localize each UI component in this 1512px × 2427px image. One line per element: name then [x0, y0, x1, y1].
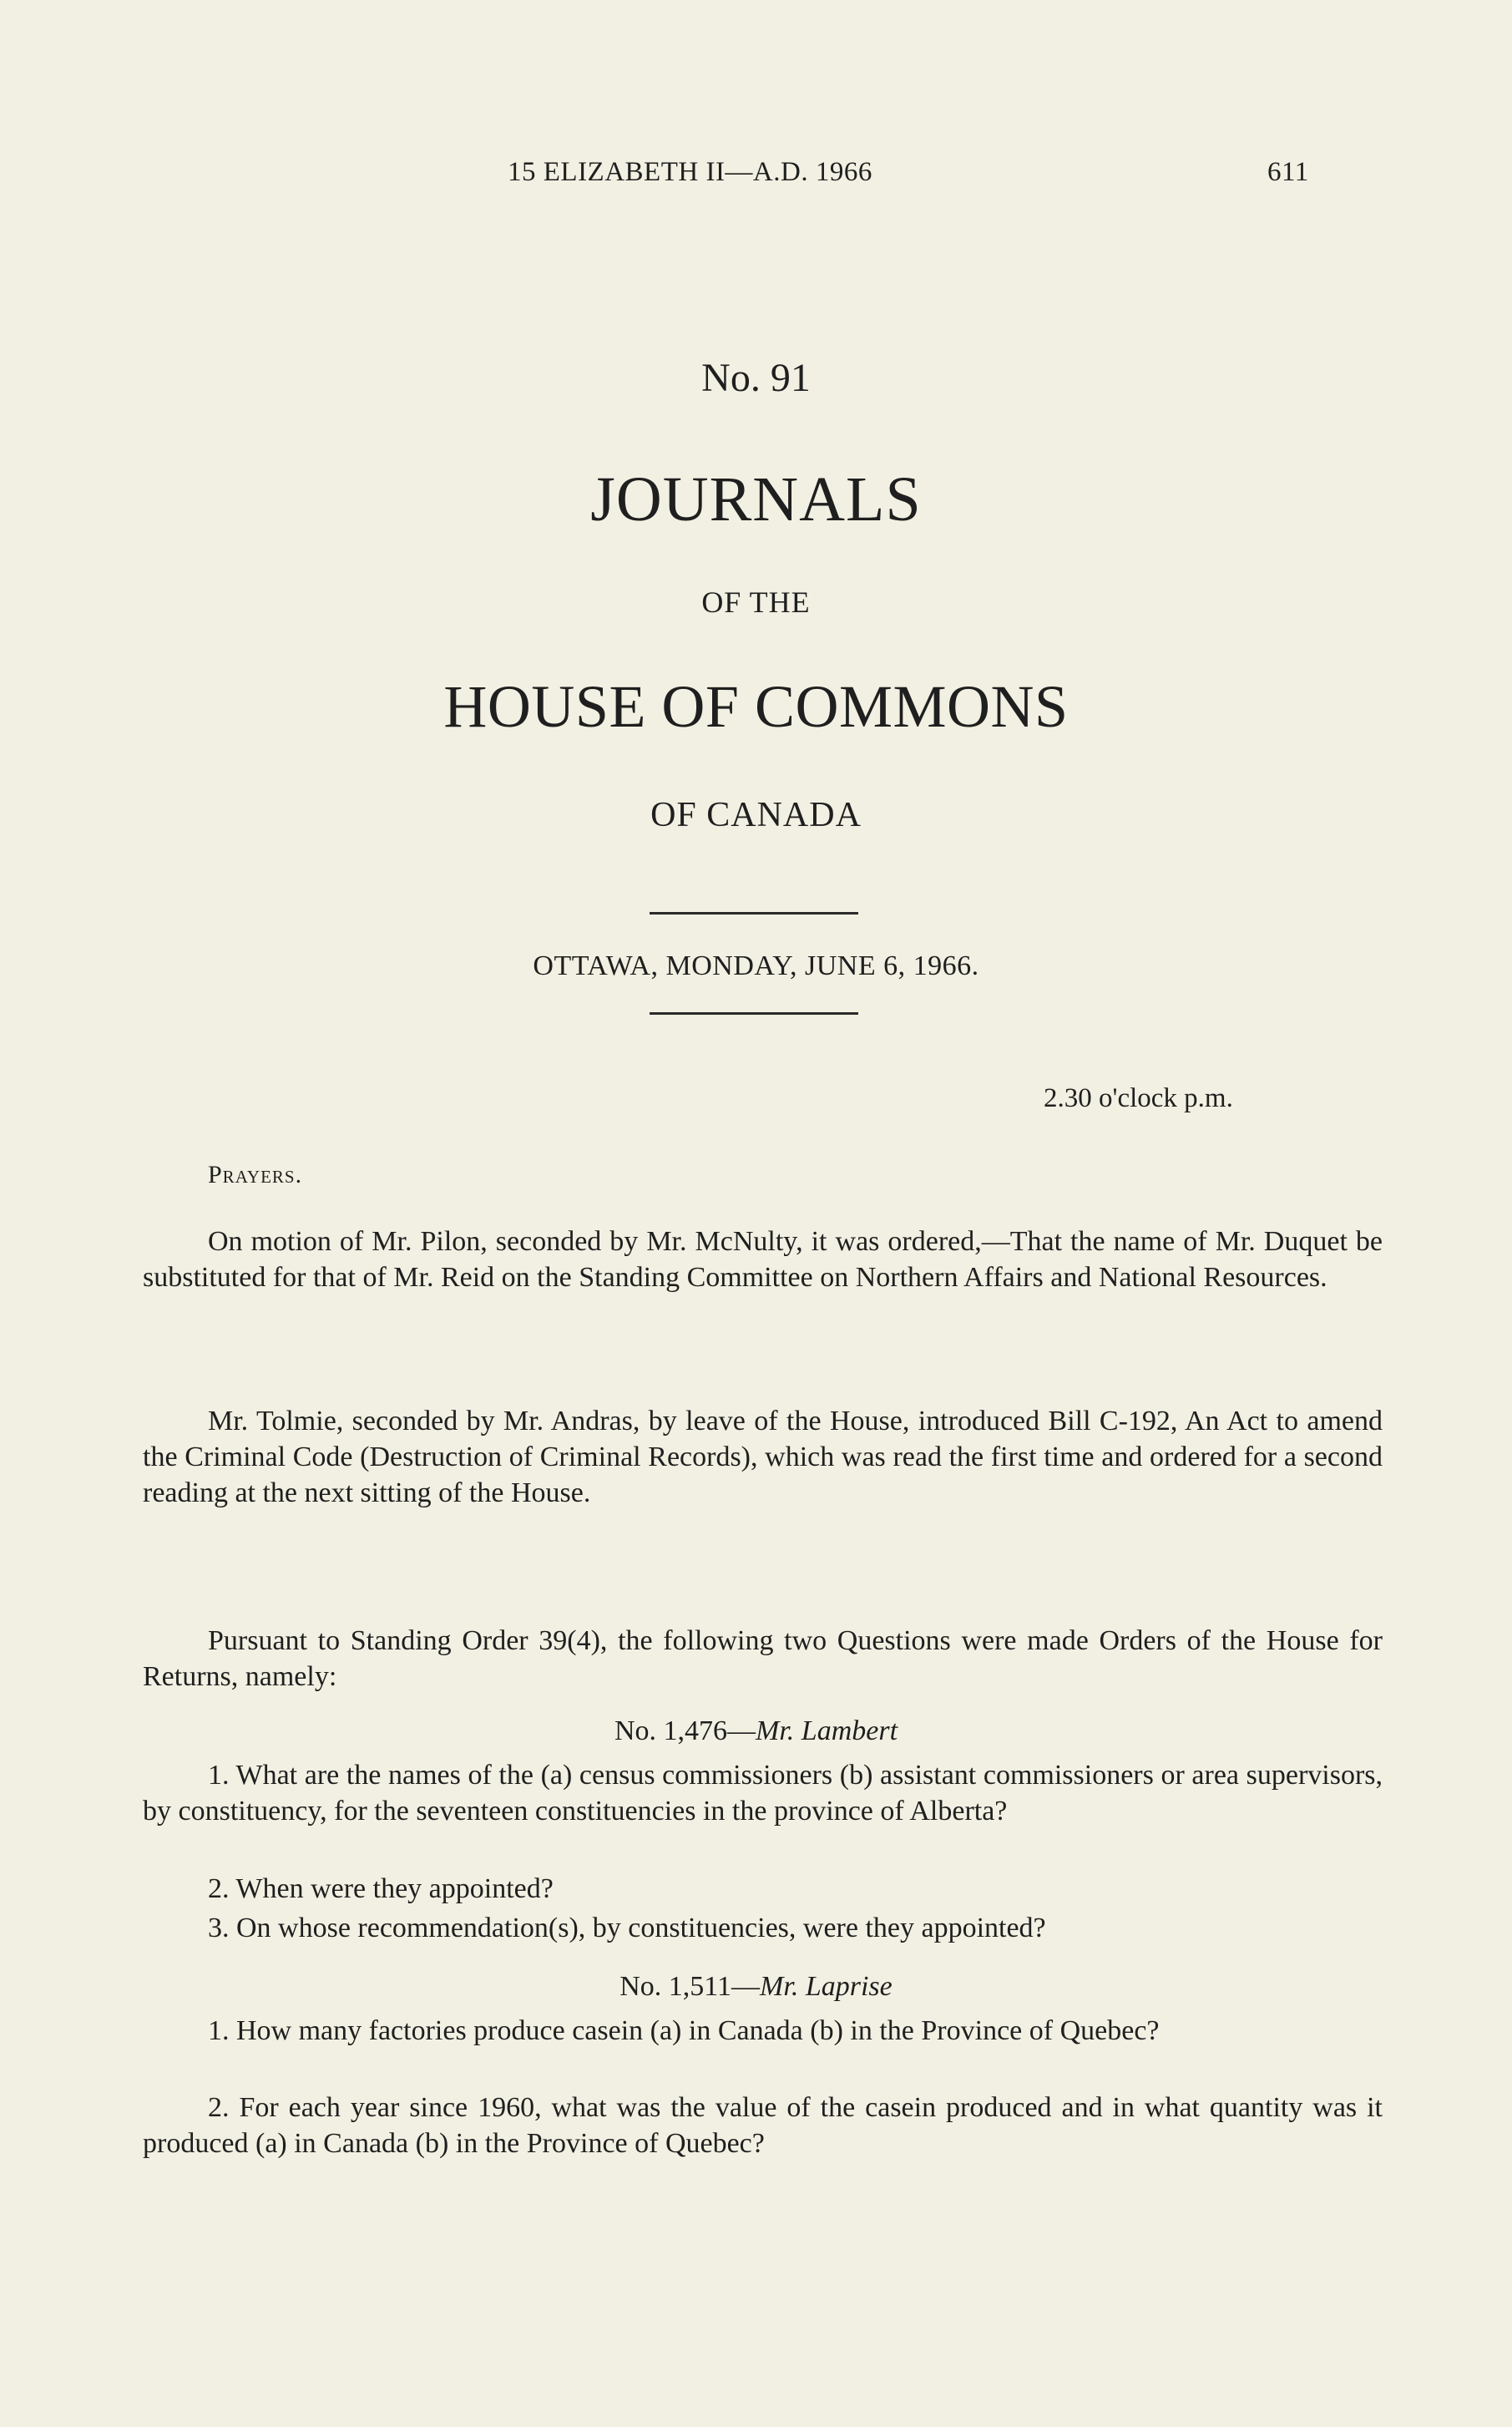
question-member: Mr. Laprise [760, 1971, 893, 2002]
question-item: 2. When were they appointed? [208, 1873, 554, 1904]
returns-intro-paragraph: Pursuant to Standing Order 39(4), the following two Questions were made Orders of the House for Returns, namely: [143, 1625, 1383, 1692]
committee-substitution-paragraph: On motion of Mr. Pilon, seconded by Mr. McNulty, it was ordered,—That the name of Mr. Duquet be substituted for that of Mr. Reid on the Standing Committee on Northern Affairs and National Resources. [143, 1226, 1383, 1293]
question-item: 1. How many factories produce casein (a) in Canada (b) in the Province of Quebec? [208, 2015, 1160, 2046]
house-title: HOUSE OF COMMONS [443, 673, 1069, 740]
journal-title: JOURNALS [590, 464, 922, 535]
sitting-time: 2.30 o'clock p.m. [1044, 1083, 1233, 1113]
question-number: No. 1,511— [619, 1971, 761, 2002]
regnal-year: 15 ELIZABETH II—A.D. 1966 [508, 157, 872, 187]
of-the-line: OF THE [701, 585, 811, 619]
question-item: 3. On whose recommendation(s), by constituencies, were they appointed? [208, 1913, 1046, 1943]
sitting-date: OTTAWA, MONDAY, JUNE 6, 1966. [533, 950, 979, 981]
of-canada-line: OF CANADA [650, 796, 862, 834]
divider-rule-bottom [650, 1012, 858, 1015]
question-item: 1. What are the names of the (a) census commissioners (b) assistant commissioners or area supervisors, by constituency, for the seventeen constituencies in the province of Alberta? [143, 1760, 1383, 1827]
divider-rule-top [650, 912, 858, 915]
bill-introduction-paragraph: Mr. Tolmie, seconded by Mr. Andras, by leave of the House, introduced Bill C-192, An Act to amend the Criminal Code (Destruction of Criminal Records), which was read the first time and ordered for a second reading at the next sitting of the House. [143, 1406, 1383, 1508]
issue-number: No. 91 [701, 356, 811, 400]
question-heading [0, 1715, 1512, 1747]
question-heading [0, 1971, 1512, 2003]
question-item: 2. For each year since 1960, what was the value of the casein produced and in what quantity was it produced (a) in Canada (b) in the Province of Quebec? [143, 2092, 1383, 2159]
page-number: 611 [1267, 157, 1309, 187]
prayers-heading: Prayers. [208, 1161, 303, 1188]
question-number: No. 1,476— [614, 1715, 756, 1746]
question-member: Mr. Lambert [756, 1715, 898, 1746]
